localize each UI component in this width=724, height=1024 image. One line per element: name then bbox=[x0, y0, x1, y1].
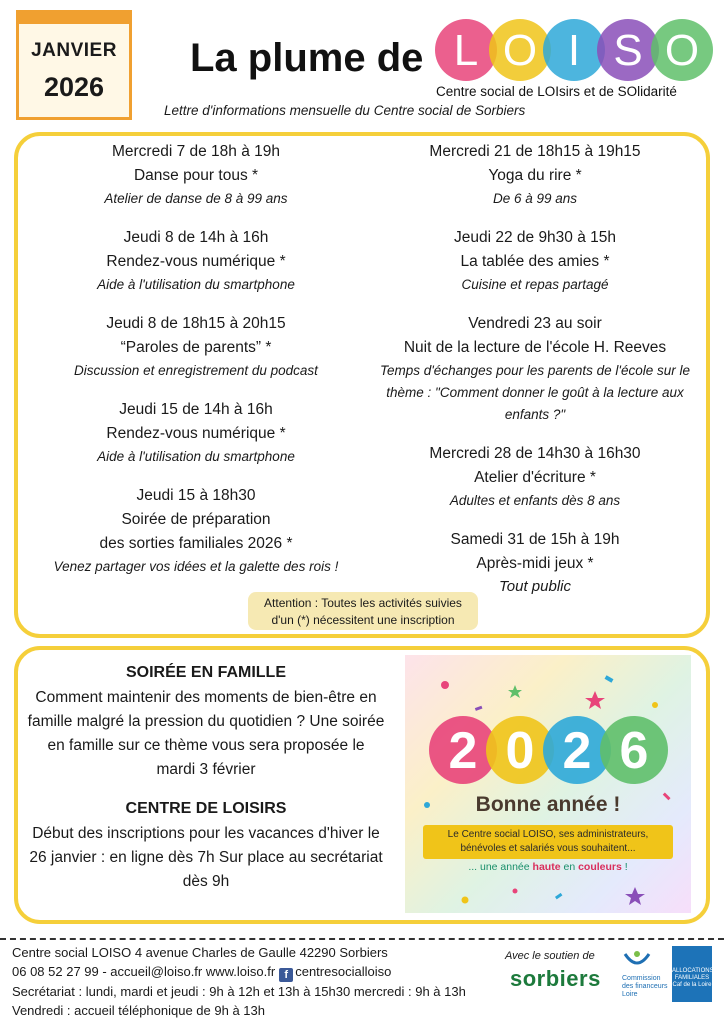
commission-financeurs-icon bbox=[622, 950, 652, 972]
event-date: Jeudi 22 de 9h30 à 15h bbox=[453, 229, 617, 246]
new-year-slogan bbox=[405, 861, 691, 873]
event-date: Jeudi 8 de 18h15 à 20h15 bbox=[106, 315, 286, 332]
event-description: Cuisine et repas partagé bbox=[461, 277, 609, 292]
event-date: Mercredi 28 de 14h30 à 16h30 bbox=[429, 445, 641, 462]
event-description: Adultes et enfants dès 8 ans bbox=[449, 493, 621, 508]
facebook-handle[interactable]: centresocialloiso bbox=[295, 964, 392, 979]
agenda-event bbox=[28, 312, 364, 382]
agenda-event bbox=[366, 312, 704, 426]
footer-contact bbox=[12, 963, 391, 982]
new-year-greeting: Bonne année ! bbox=[475, 793, 621, 816]
family-evening-heading: SOIRÉE EN FAMILLE bbox=[125, 664, 286, 681]
news-column bbox=[26, 660, 386, 908]
leisure-center-text: Début des inscriptions pour les vacances d'hiver le 26 janvier : en ligne dès 7h Sur place au secrétariat dès 9h bbox=[29, 825, 383, 890]
slogan-part: ... une année bbox=[468, 861, 533, 873]
logo-letter: O bbox=[502, 26, 538, 75]
logo-letter: I bbox=[567, 26, 581, 75]
event-title: Soirée de préparation bbox=[121, 511, 271, 528]
facebook-icon: f bbox=[279, 968, 293, 982]
event-title: Yoga du rire * bbox=[488, 167, 582, 184]
year-digit: 0 bbox=[505, 722, 535, 780]
agenda-event bbox=[28, 484, 364, 578]
family-evening-text: Comment maintenir des moments de bien-être en famille malgré la pression du quotidien ? Une soirée en famille sur ce thème vous sera proposée le mardi 3 février bbox=[27, 689, 385, 778]
event-description: De 6 à 99 ans bbox=[492, 191, 578, 206]
event-date: Mercredi 21 de 18h15 à 19h15 bbox=[429, 143, 641, 160]
caf-label: ALLOCATIONS FAMILIALES Caf de la Loire bbox=[672, 968, 714, 988]
agenda-left-column bbox=[28, 140, 364, 594]
event-description: Atelier de danse de 8 à 99 ans bbox=[104, 191, 288, 206]
support-label: Avec le soutien de bbox=[505, 950, 595, 962]
footer-address: Centre social LOISO 4 avenue Charles de Gaulle 42290 Sorbiers bbox=[12, 945, 388, 960]
new-year-message: Le Centre social LOISO, ses administrateurs, bénévoles et salariés vous souhaitent... bbox=[423, 825, 673, 859]
year-digit: 2 bbox=[448, 722, 478, 780]
new-year-card bbox=[405, 655, 691, 913]
leisure-center-heading: CENTRE DE LOISIRS bbox=[125, 800, 287, 817]
logo-subtitle: Centre social de LOIsirs et de SOlidarité bbox=[436, 84, 677, 99]
logo-letter: S bbox=[613, 26, 643, 75]
loiso-logo bbox=[434, 18, 714, 82]
year-digits bbox=[429, 716, 668, 784]
event-title: Rendez-vous numérique * bbox=[106, 425, 286, 442]
event-title: Danse pour tous * bbox=[133, 167, 259, 184]
event-date: Jeudi 8 de 14h à 16h bbox=[123, 229, 269, 246]
agenda-right-column bbox=[366, 140, 704, 614]
footer-divider bbox=[0, 938, 724, 940]
event-date: Mercredi 7 de 18h à 19h bbox=[111, 143, 281, 160]
agenda-event bbox=[28, 226, 364, 296]
agenda-event bbox=[28, 398, 364, 468]
logo-letter: L bbox=[453, 26, 479, 75]
slogan-part: en bbox=[560, 861, 579, 873]
event-description: Discussion et enregistrement du podcast bbox=[74, 363, 318, 378]
calendar-date-box bbox=[16, 10, 132, 120]
year-digit: 6 bbox=[619, 722, 649, 780]
notice-line: d'un (*) nécessitent une inscription bbox=[271, 613, 455, 627]
slogan-part: ! bbox=[621, 861, 628, 873]
year-label: 2026 bbox=[43, 72, 105, 102]
agenda-event bbox=[366, 442, 704, 512]
newsletter-title: La plume de bbox=[190, 36, 424, 80]
sorbiers-logo: sorbiers bbox=[510, 966, 601, 991]
slogan-highlight: haute bbox=[532, 861, 561, 873]
tagline: Lettre d'informations mensuelle du Centre social de Sorbiers bbox=[164, 103, 526, 118]
event-title-line2: des sorties familiales 2026 * bbox=[99, 535, 293, 552]
event-description: Aide à l'utilisation du smartphone bbox=[97, 277, 295, 292]
agenda-event bbox=[28, 140, 364, 210]
event-title: Nuit de la lecture de l'école H. Reeves bbox=[403, 339, 667, 356]
logo-letter: O bbox=[664, 26, 700, 75]
event-date: Samedi 31 de 15h à 19h bbox=[450, 531, 620, 548]
event-title: Rendez-vous numérique * bbox=[106, 253, 286, 270]
event-description: Aide à l'utilisation du smartphone bbox=[97, 449, 295, 464]
event-title: Après-midi jeux * bbox=[476, 555, 594, 572]
month-label: JANVIER bbox=[31, 40, 117, 61]
agenda-event bbox=[366, 226, 704, 296]
new-year-graphic bbox=[405, 655, 691, 913]
event-description: Temps d'échanges pour les parents de l'école sur le thème : "Comment donner le goût à la lecture aux enfants ?" bbox=[379, 363, 691, 422]
event-date: Jeudi 15 de 14h à 16h bbox=[119, 401, 273, 418]
slogan-highlight: couleurs bbox=[578, 861, 622, 873]
caf-logo bbox=[672, 946, 712, 1002]
event-description: Tout public bbox=[499, 578, 571, 595]
event-description: Venez partager vos idées et la galette des rois ! bbox=[53, 559, 339, 574]
footer-phone-email-web: 06 08 52 27 99 - accueil@loiso.fr www.loiso.fr bbox=[12, 964, 276, 979]
registration-notice bbox=[248, 592, 478, 630]
year-digit: 2 bbox=[562, 722, 592, 780]
event-title: “Paroles de parents” * bbox=[120, 339, 272, 356]
event-date: Jeudi 15 à 18h30 bbox=[136, 487, 256, 504]
event-date: Vendredi 23 au soir bbox=[468, 315, 602, 332]
event-title: Atelier d'écriture * bbox=[474, 469, 596, 486]
commission-financeurs-label: Commission des financeurs Loire bbox=[622, 975, 668, 998]
commission-financeurs-logo bbox=[622, 950, 668, 999]
notice-line: Attention : Toutes les activités suivies bbox=[264, 596, 462, 610]
agenda-event bbox=[366, 140, 704, 210]
footer-hours: Secrétariat : lundi, mardi et jeudi : 9h à 12h et 13h à 15h30 mercredi : 9h à 13h bbox=[12, 984, 466, 999]
footer-phone-hours: Vendredi : accueil téléphonique de 9h à 13h bbox=[12, 1003, 265, 1018]
agenda-event bbox=[366, 528, 704, 598]
event-title: La tablée des amies * bbox=[460, 253, 610, 270]
